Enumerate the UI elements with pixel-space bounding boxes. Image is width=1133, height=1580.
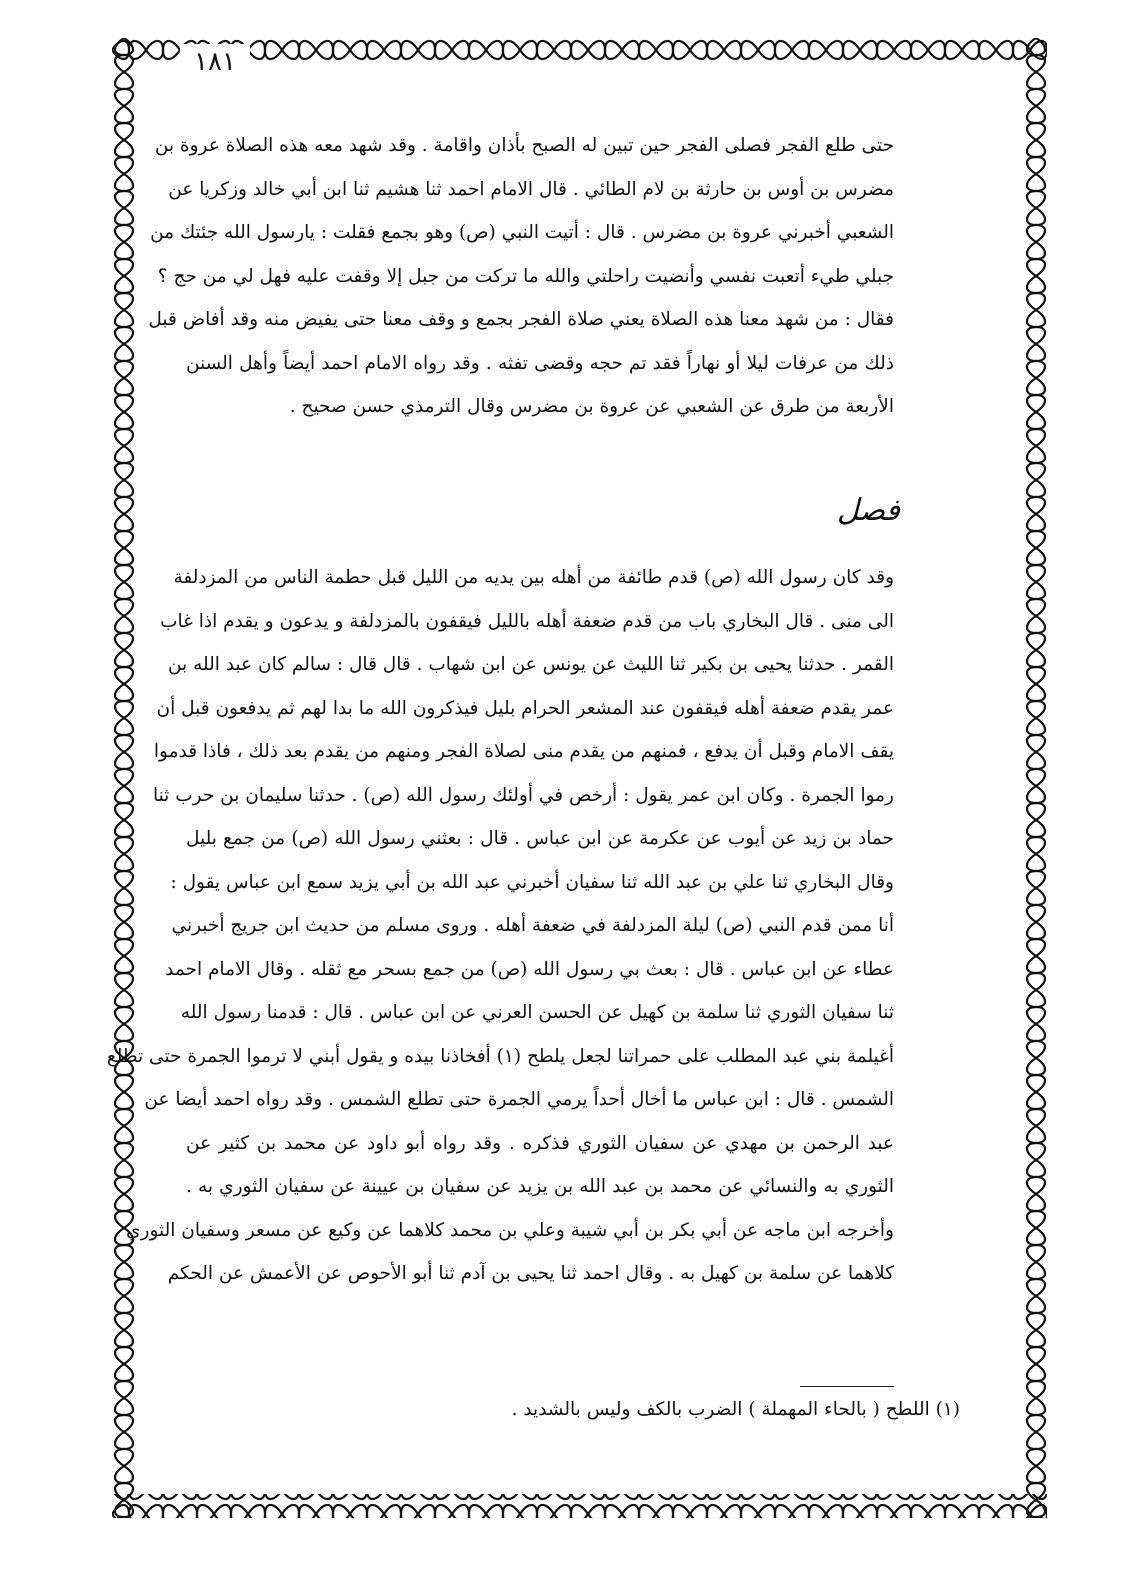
paragraph-2 <box>106 556 894 1296</box>
paragraph-1 <box>148 124 894 429</box>
text-line: رموا الجمرة . وكان ابن عمر يقول : أرخص في أولئك رسول الله (ص) . حدثنا سليمان بن حرب ثنا <box>152 784 894 806</box>
text-line: جبلي طيء أتعبت نفسي وأنضيت راحلتي والله ما تركت من جبل إلا وقفت عليه فهل لي من حج ؟ <box>157 265 894 287</box>
footnote-divider <box>800 1386 894 1387</box>
text-line: عمر يقدم ضعفة أهله فيقفون عند المشعر الحرام بليل فيذكرون الله ما بدا لهم ثم يدفعون قبل أن <box>156 697 894 719</box>
text-line: الى منى . قال البخاري باب من قدم ضعفة أهله بالليل فيقفون بالمزدلفة و يدعون و يقدم اذا غاب <box>160 610 894 632</box>
text-line: وقال البخاري ثنا علي بن عبد الله ثنا سفيان أخبرني عبد الله بن أبي يزيد سمع ابن عباس يقول : <box>170 871 894 893</box>
text-line: الشعبي أخبرني عروة بن مضرس . قال : أتيت النبي (ص) وهو بجمع فقلت : يارسول الله جئتك من <box>150 222 894 243</box>
text-line: ثنا سفيان الثوري ثنا سلمة بن كهيل عن الحسن العرني عن ابن عباس . قال : قدمنا رسول الله <box>180 1002 894 1023</box>
text-line: الشمس . قال : ابن عباس ما أخال أحداً يرمي الجمرة حتى تطلع الشمس . وقد رواه احمد أيضا عن <box>144 1089 894 1110</box>
text-line: ذلك من عرفات ليلا أو نهاراً فقد تم حجه وقضى تفثه . وقد رواه الامام احمد أيضاً وأهل السنن <box>186 352 894 374</box>
text-line: الثوري به والنسائي عن محمد بن عبد الله بن يزيد عن سفيان بن عيينة عن سفيان الثوري به . <box>186 1176 894 1197</box>
text-line: عبد الرحمن بن مهدي عن سفيان الثوري فذكره . وقد رواه أبو داود عن محمد بن كثير عن <box>186 1132 894 1154</box>
section-heading: فصل <box>836 493 900 528</box>
text-line: أغيلمة بني عبد المطلب على حمراتنا لجعل يلطح (١) أفخاذنا بيده و يقول أبني لا ترموا الجمرة حتى تطلع <box>106 1045 894 1067</box>
text-line: مضرس بن أوس بن حارثة بن لام الطائي . قال الامام احمد ثنا هشيم ثنا ابن أبي خالد وزكريا عن <box>168 178 894 200</box>
text-line: كلاهما عن سلمة بن كهيل به . وقال احمد ثنا يحيى بن آدم ثنا أبو الأحوص عن الأعمش عن الحكم <box>167 1263 894 1284</box>
footnote: (١) اللطح ( بالحاء المهملة ) الضرب بالكف وليس بالشديد . <box>511 1399 960 1420</box>
text-line: فقال : من شهد معنا هذه الصلاة يعني صلاة الفجر بجمع و وقف معنا حتى يفيض منه وقد أفاض قبل <box>148 309 894 330</box>
text-line: أنا ممن قدم النبي (ص) ليلة المزدلفة في ضعفة أهله . وروى مسلم من حديث ابن جريج أخبرني <box>171 915 894 936</box>
page-number: ١٨١ <box>180 44 250 80</box>
text-line: الأربعة من طرق عن الشعبي عن عروة بن مضرس وقال الترمذي حسن صحيح . <box>289 396 894 417</box>
text-line: حتى طلع الفجر فصلى الفجر حين تبين له الصبح بأذان واقامة . وقد شهد معه هذه الصلاة عروة بن <box>154 135 894 156</box>
text-line: حماد بن زيد عن أيوب عن عكرمة عن ابن عباس . قال : بعثني رسول الله (ص) من جمع بليل <box>186 828 894 849</box>
text-line: يقف الامام وقبل أن يدفع ، فمنهم من يقدم منى لصلاة الفجر ومنهم من يقدم بعد ذلك ، فاذا قدموا <box>153 741 894 762</box>
text-line: وأخرجه ابن ماجه عن أبي بكر بن أبي شيبة وعلي بن محمد كلاهما عن وكيع عن مسعر وسفيان الثوري <box>126 1219 894 1241</box>
text-line: وقد كان رسول الله (ص) قدم طائفة من أهله بين يديه من الليل قبل حطمة الناس من المزدلفة <box>173 567 894 588</box>
text-line: القمر . حدثنا يحيى بن بكير ثنا الليث عن يونس عن ابن شهاب . قال قال : سالم كان عبد الله بن <box>167 654 894 675</box>
text-line: عطاء عن ابن عباس . قال : بعث بي رسول الله (ص) من جمع بسحر مع ثقله . وقال الامام احمد <box>165 958 894 980</box>
